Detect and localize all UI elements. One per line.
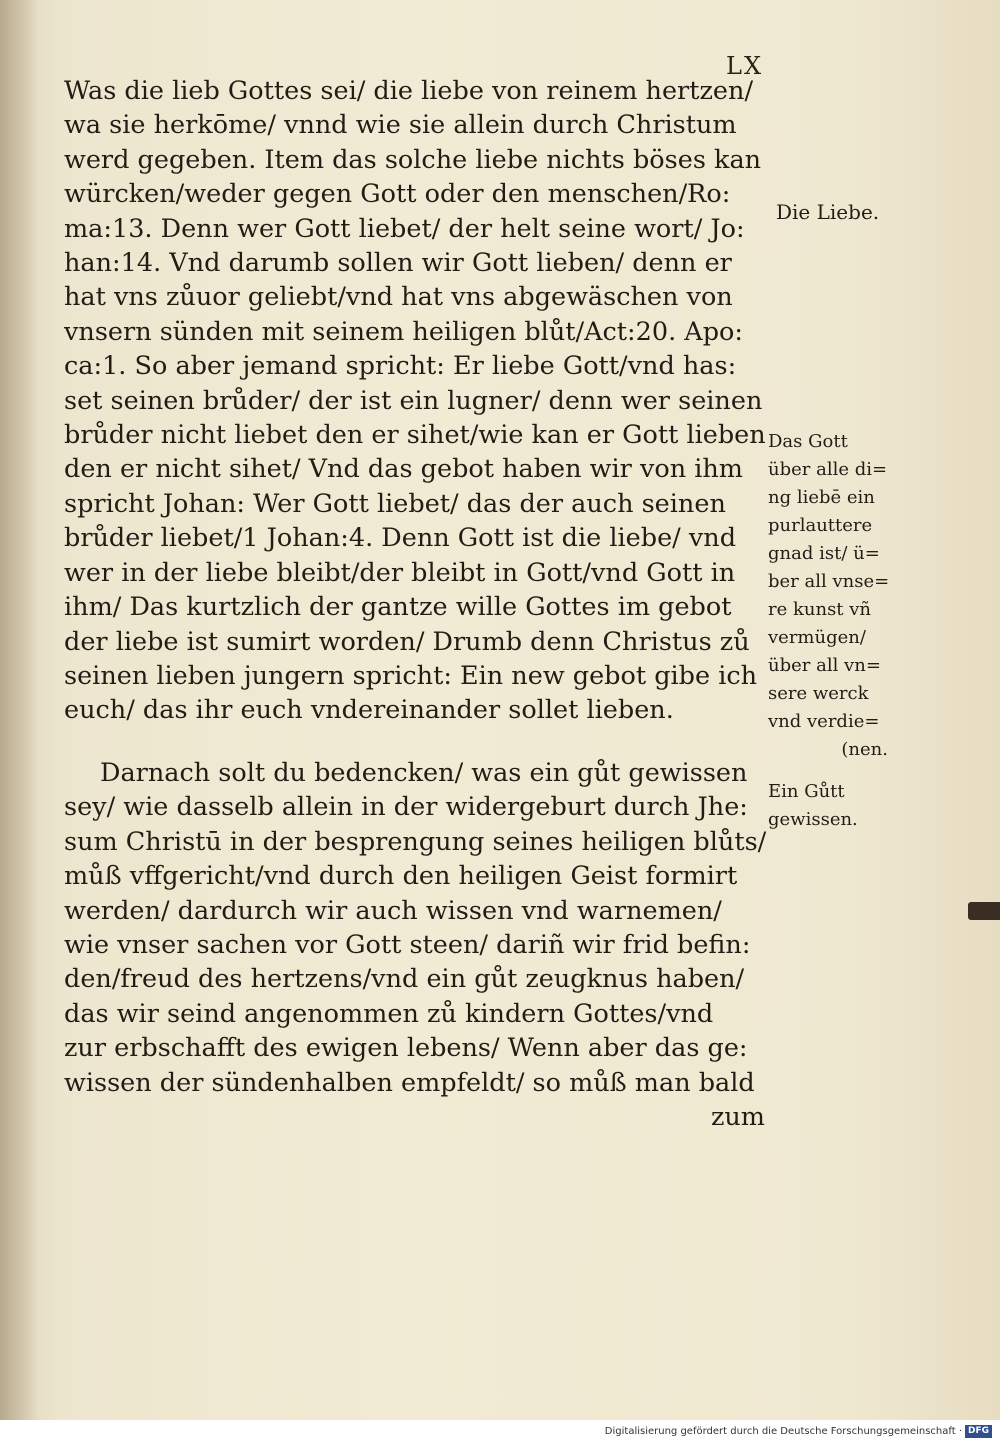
text-line: den/freud des hertzens/vnd ein gůt zeugknus haben/ <box>64 964 745 995</box>
text-line: spricht Johan: Wer Gott liebet/ das der auch seinen <box>64 488 726 519</box>
margin-note-line: (nen. <box>841 739 888 760</box>
text-line: sum Christū in der besprengung seines heiligen blůts/ <box>64 826 767 857</box>
dfg-logo: DFG <box>965 1425 992 1438</box>
text-line: ihm/ Das kurtzlich der gantze wille Gottes im gebot <box>64 592 732 623</box>
margin-note-line: gewissen. <box>768 809 858 830</box>
text-line: würcken/weder gegen Gott oder den menschen/Ro: <box>64 179 731 210</box>
margin-note-line: Die Liebe. <box>776 200 880 224</box>
text-line: sey/ wie dasselb allein in der widergeburt durch Jhe: <box>64 792 748 823</box>
folio-number: LX <box>726 52 764 80</box>
text-line: brůder liebet/1 Johan:4. Denn Gott ist die liebe/ vnd <box>64 523 737 554</box>
text-line: hat vns zůuor geliebt/vnd hat vns abgewäschen von <box>64 282 733 313</box>
text-line: wer in der liebe bleibt/der bleibt in Gott/vnd Gott in <box>64 557 736 588</box>
margin-note-line: re kunst vñ <box>768 599 872 620</box>
text-line: das wir seind angenommen zů kindern Gottes/vnd <box>64 998 714 1029</box>
margin-note-die-liebe <box>776 198 906 226</box>
text-line: set seinen brůder/ der ist ein lugner/ denn wer seinen <box>64 385 763 416</box>
text-line: werden/ dardurch wir auch wissen vnd warnemen/ <box>64 895 722 926</box>
binding-shadow <box>0 0 38 1420</box>
text-line: den er nicht sihet/ Vnd das gebot haben wir von ihm <box>64 454 743 485</box>
text-line: Darnach solt du bedencken/ was ein gůt gewissen <box>100 758 748 788</box>
text-line: der liebe ist sumirt worden/ Drumb denn Christus zů <box>64 626 750 657</box>
text-line: euch/ das ihr euch vndereinander sollet lieben. <box>64 695 674 726</box>
margin-note-line: ber all vnse= <box>768 571 890 592</box>
margin-note-line: gnad ist/ ü= <box>768 543 880 564</box>
margin-note-line: Das Gott <box>768 431 848 452</box>
text-line: zur erbschafft des ewigen lebens/ Wenn aber das ge: <box>64 1033 748 1064</box>
text-line: ca:1. So aber jemand spricht: Er liebe Gott/vnd has: <box>64 351 737 382</box>
margin-note-gut-gewissen <box>768 778 898 834</box>
text-line: Was die lieb Gottes sei/ die liebe von reinem hertzen/ <box>64 76 754 106</box>
margin-note-line: purlauttere <box>768 515 873 536</box>
text-line: brůder nicht liebet den er sihet/wie kan er Gott lieben <box>64 420 766 451</box>
text-line: ma:13. Denn wer Gott liebet/ der helt seine wort/ Jo: <box>64 213 745 244</box>
paragraph-love-of-god <box>64 74 769 728</box>
text-line: wa sie herkōme/ vnnd wie sie allein durch Christum <box>64 110 737 141</box>
catchword: zum <box>710 1102 765 1133</box>
margin-note-line: ng liebē ein <box>768 487 875 508</box>
page-tab-mark <box>968 902 1000 920</box>
text-line: wissen der sündenhalben empfeldt/ so můß man bald <box>64 1067 755 1098</box>
digitization-footer <box>0 1420 1000 1444</box>
paragraph-good-conscience <box>64 756 769 1134</box>
margin-note-gottes-gnad <box>768 428 898 764</box>
margin-note-line: über all vn= <box>768 655 881 676</box>
text-line: můß vffgericht/vnd durch den heiligen Geist formirt <box>64 861 738 892</box>
text-line: han:14. Vnd darumb sollen wir Gott lieben/ denn er <box>64 248 732 279</box>
margin-note-line: über alle di= <box>768 459 888 480</box>
text-line: werd gegeben. Item das solche liebe nichts böses kan <box>64 144 762 175</box>
text-line: vnsern sünden mit seinem heiligen blůt/Act:20. Apo: <box>64 316 743 347</box>
text-line: wie vnser sachen vor Gott steen/ dariñ wir frid befin: <box>64 930 751 961</box>
margin-note-line: vnd verdie= <box>768 711 880 732</box>
funding-credit: Digitalisierung gefördert durch die Deutsche Forschungsgemeinschaft · <box>604 1426 962 1437</box>
text-line: seinen lieben jungern spricht: Ein new gebot gibe ich <box>64 660 758 691</box>
margin-note-line: Ein Gůtt <box>768 781 845 802</box>
margin-note-line: vermügen/ <box>768 627 866 648</box>
margin-note-line: sere werck <box>768 683 869 704</box>
